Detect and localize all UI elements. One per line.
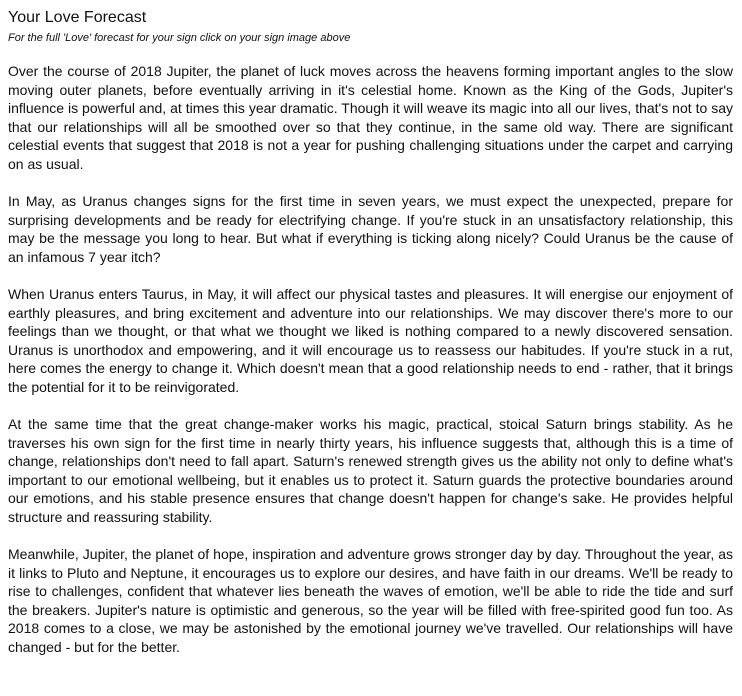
paragraph-saturn-stability: At the same time that the great change-maker works his magic, practical, stoical Saturn brings stability. As he traverses his own sign for the first time in nearly thirty years, his influence suggests that, although this is a time of change, relationships don't need to fall apart. Saturn's renewed strength gives us the ability not only to define what's important to our emotional wellbeing, but it enables us to protect it. Saturn guards the protective boundaries around our emotions, and his stable presence ensures that change doesn't happen for change's sake. He provides helpful structure and reassuring stability. [8, 416, 733, 525]
paragraph-uranus-may: In May, as Uranus changes signs for the first time in seven years, we must expect the unexpected, prepare for surprising developments and be ready for electrifying change. If you're stuck in an unsatisfactory relationship, this may be the message you long to hear. But what if everything is ticking along nicely? Could Uranus be the cause of an infamous 7 year itch? [8, 193, 733, 265]
page-title: Your Love Forecast [8, 9, 147, 26]
love-forecast-article [8, 8, 733, 656]
paragraph-jupiter-hope: Meanwhile, Jupiter, the planet of hope, inspiration and adventure grows stronger day by day. Throughout the year, as it links to Pluto and Neptune, it encourages us to explore our desires, and have faith in our dreams. We'll be ready to rise to challenges, confident that whatever lies beneath the waves of emotion, we'll be able to ride the tide and surf the breakers. Jupiter's nature is optimistic and generous, so the year will be filled with free-spirited good fun too. As 2018 comes to a close, we may be astonished by the emotional journey we've travelled. Our relationships will have changed - but for the better. [8, 546, 733, 655]
paragraph-uranus-taurus: When Uranus enters Taurus, in May, it will affect our physical tastes and pleasures. It will energise our enjoyment of earthly pleasures, and bring excitement and adventure into our relationships. We may discover there's more to our feelings than we thought, or that what we thought we liked is nothing compared to a newly discovered sensation. Uranus is unorthodox and empowering, and it will encourage us to reassess our habitudes. If you're stuck in a rut, here comes the energy to change it. Which doesn't mean that a good relationship needs to end - rather, that it brings the potential for it to be reinvigorated. [8, 286, 733, 395]
paragraph-jupiter-intro: Over the course of 2018 Jupiter, the planet of luck moves across the heavens forming important angles to the slow moving outer planets, before eventually arriving in it's celestial home. Known as the King of the Gods, Jupiter's influence is powerful and, at times this year dramatic. Though it will weave its magic into all our lives, that's not to say that our relationships will all be smoothed over so that they continue, in the same old way. There are significant celestial events that suggest that 2018 is not a year for pushing challenging situations under the carpet and carrying on as usual. [8, 63, 733, 172]
page-subtitle: For the full 'Love' forecast for your sign click on your sign image above [8, 32, 351, 44]
